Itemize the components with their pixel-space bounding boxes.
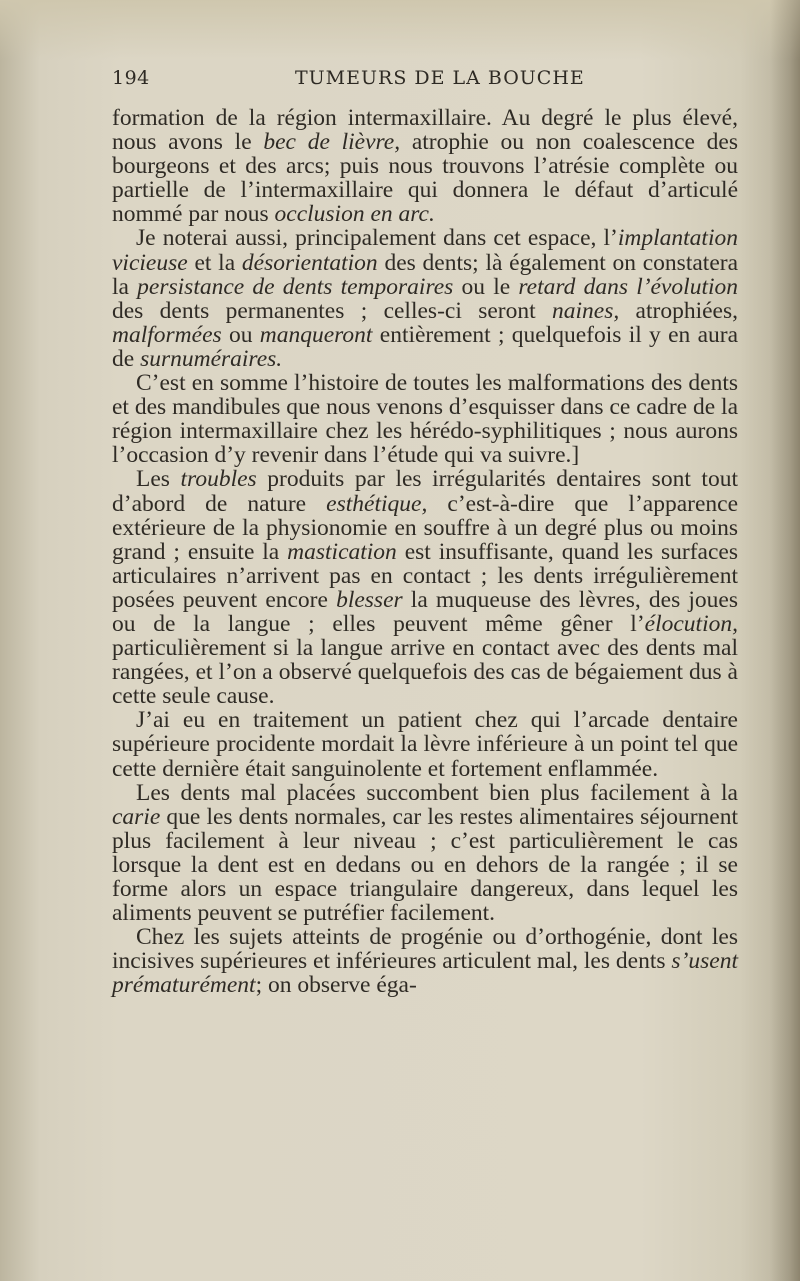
text-run: atrophiées, — [619, 297, 739, 324]
italic-text: esthétique, — [326, 490, 428, 517]
text-run: particulièrement si la langue arrive en contact avec des dents mal rangées, et l’on a observé quelquefois des cas de bégaiement dus à cette seule cause. — [112, 635, 738, 710]
italic-text: s’usent prématurément — [112, 948, 738, 999]
text-run: formation de la région intermaxillaire. Au degré le plus élevé, nous avons le — [112, 105, 738, 156]
italic-text: malformées — [112, 321, 222, 348]
text-run: ; on observe éga- — [255, 972, 417, 999]
text-run: des dents; là également on constatera la — [112, 249, 738, 300]
running-title: TUMEURS DE LA BOUCHE — [295, 67, 585, 89]
paragraph — [112, 371, 738, 467]
text-run: des dents permanentes ; celles-ci seront — [112, 297, 552, 324]
italic-text: élocution, — [644, 610, 738, 637]
italic-text: mastication — [287, 538, 397, 565]
text-run: Les — [136, 466, 181, 493]
italic-text: blesser — [336, 586, 403, 613]
page-edge-shadow — [770, 0, 800, 1281]
paragraph — [112, 925, 738, 997]
text-run: Je noterai aussi, principalement dans cet espace, l’ — [136, 225, 618, 252]
italic-text: occlusion en arc. — [274, 201, 435, 228]
text-run: produits par les irrégularités dentaires sont tout d’abord de nature — [112, 466, 738, 517]
text-run: et la — [187, 249, 242, 276]
page-header — [112, 67, 738, 97]
text-run: entièrement ; quelquefois il y en aura de — [112, 321, 739, 372]
paragraph — [112, 467, 738, 708]
italic-text: persistance de dents temporaires — [137, 273, 454, 300]
italic-text: retard dans l’évolution — [518, 273, 738, 300]
text-run: atrophie ou non coalescence des bourgeons et des arcs; puis nous trouvons l’atrésie complète ou partielle de l’intermaxillaire qui donnera le défaut d’articulé nommé par nous — [112, 129, 738, 228]
paragraph — [112, 781, 738, 926]
text-run: est insuffisante, quand les surfaces articulaires n’arrivent pas en contact ; les dents irrégulièrement posées peuvent encore — [112, 538, 738, 613]
page-number: 194 — [112, 67, 150, 89]
italic-text: désorientation — [241, 249, 378, 276]
text-run: que les dents normales, car les restes alimentaires séjournent plus facilement à leur niveau ; c’est particulièrement le cas lorsque la dent est en dedans ou en dehors de la rangée ; il se forme alors un espace triangulaire dangereux, dans lequel les aliments peuvent se putréfier facilement. — [112, 803, 738, 927]
text-run: Chez les sujets atteints de progénie ou d’orthogénie, dont les incisives supérieures et inférieures articulent mal, les dents — [112, 924, 738, 975]
text-run: Les dents mal placées succombent bien plus facilement à la — [136, 779, 738, 806]
paragraph — [112, 106, 738, 226]
italic-text: naines, — [551, 297, 620, 324]
italic-text: carie — [112, 803, 161, 830]
italic-text: implantation vicieuse — [112, 225, 738, 276]
italic-text: bec de lièvre, — [263, 129, 401, 156]
page-stain — [0, 0, 800, 60]
body-text — [112, 106, 738, 997]
text-run: ou le — [453, 273, 519, 300]
text-run: ou — [221, 321, 260, 348]
paragraph — [112, 708, 738, 780]
italic-text: manqueront — [259, 321, 373, 348]
text-run: J’ai eu en traitement un patient chez qui l’arcade dentaire supérieure procidente mordait la lèvre inférieure à un point tel que cette dernière était sanguinolente et fortement enflammée. — [112, 707, 738, 782]
italic-text: troubles — [180, 466, 257, 493]
text-run: c’est-à-dire que l’apparence extérieure de la physionomie en souffre à un degré plus ou moins grand ; ensuite la — [112, 490, 738, 565]
italic-text: surnuméraires. — [140, 345, 283, 372]
paragraph — [112, 226, 738, 371]
text-run: la muqueuse des lèvres, des joues ou de la langue ; elles peuvent même gêner l’ — [112, 586, 738, 637]
text-run: C’est en somme l’histoire de toutes les malformations des dents et des mandibules que nous venons d’esquisser dans ce cadre de la région intermaxillaire chez les hérédo-syphilitiques ; nous aurons l’occasion d’y revenir dans l’étude qui va suivre.] — [112, 370, 738, 469]
